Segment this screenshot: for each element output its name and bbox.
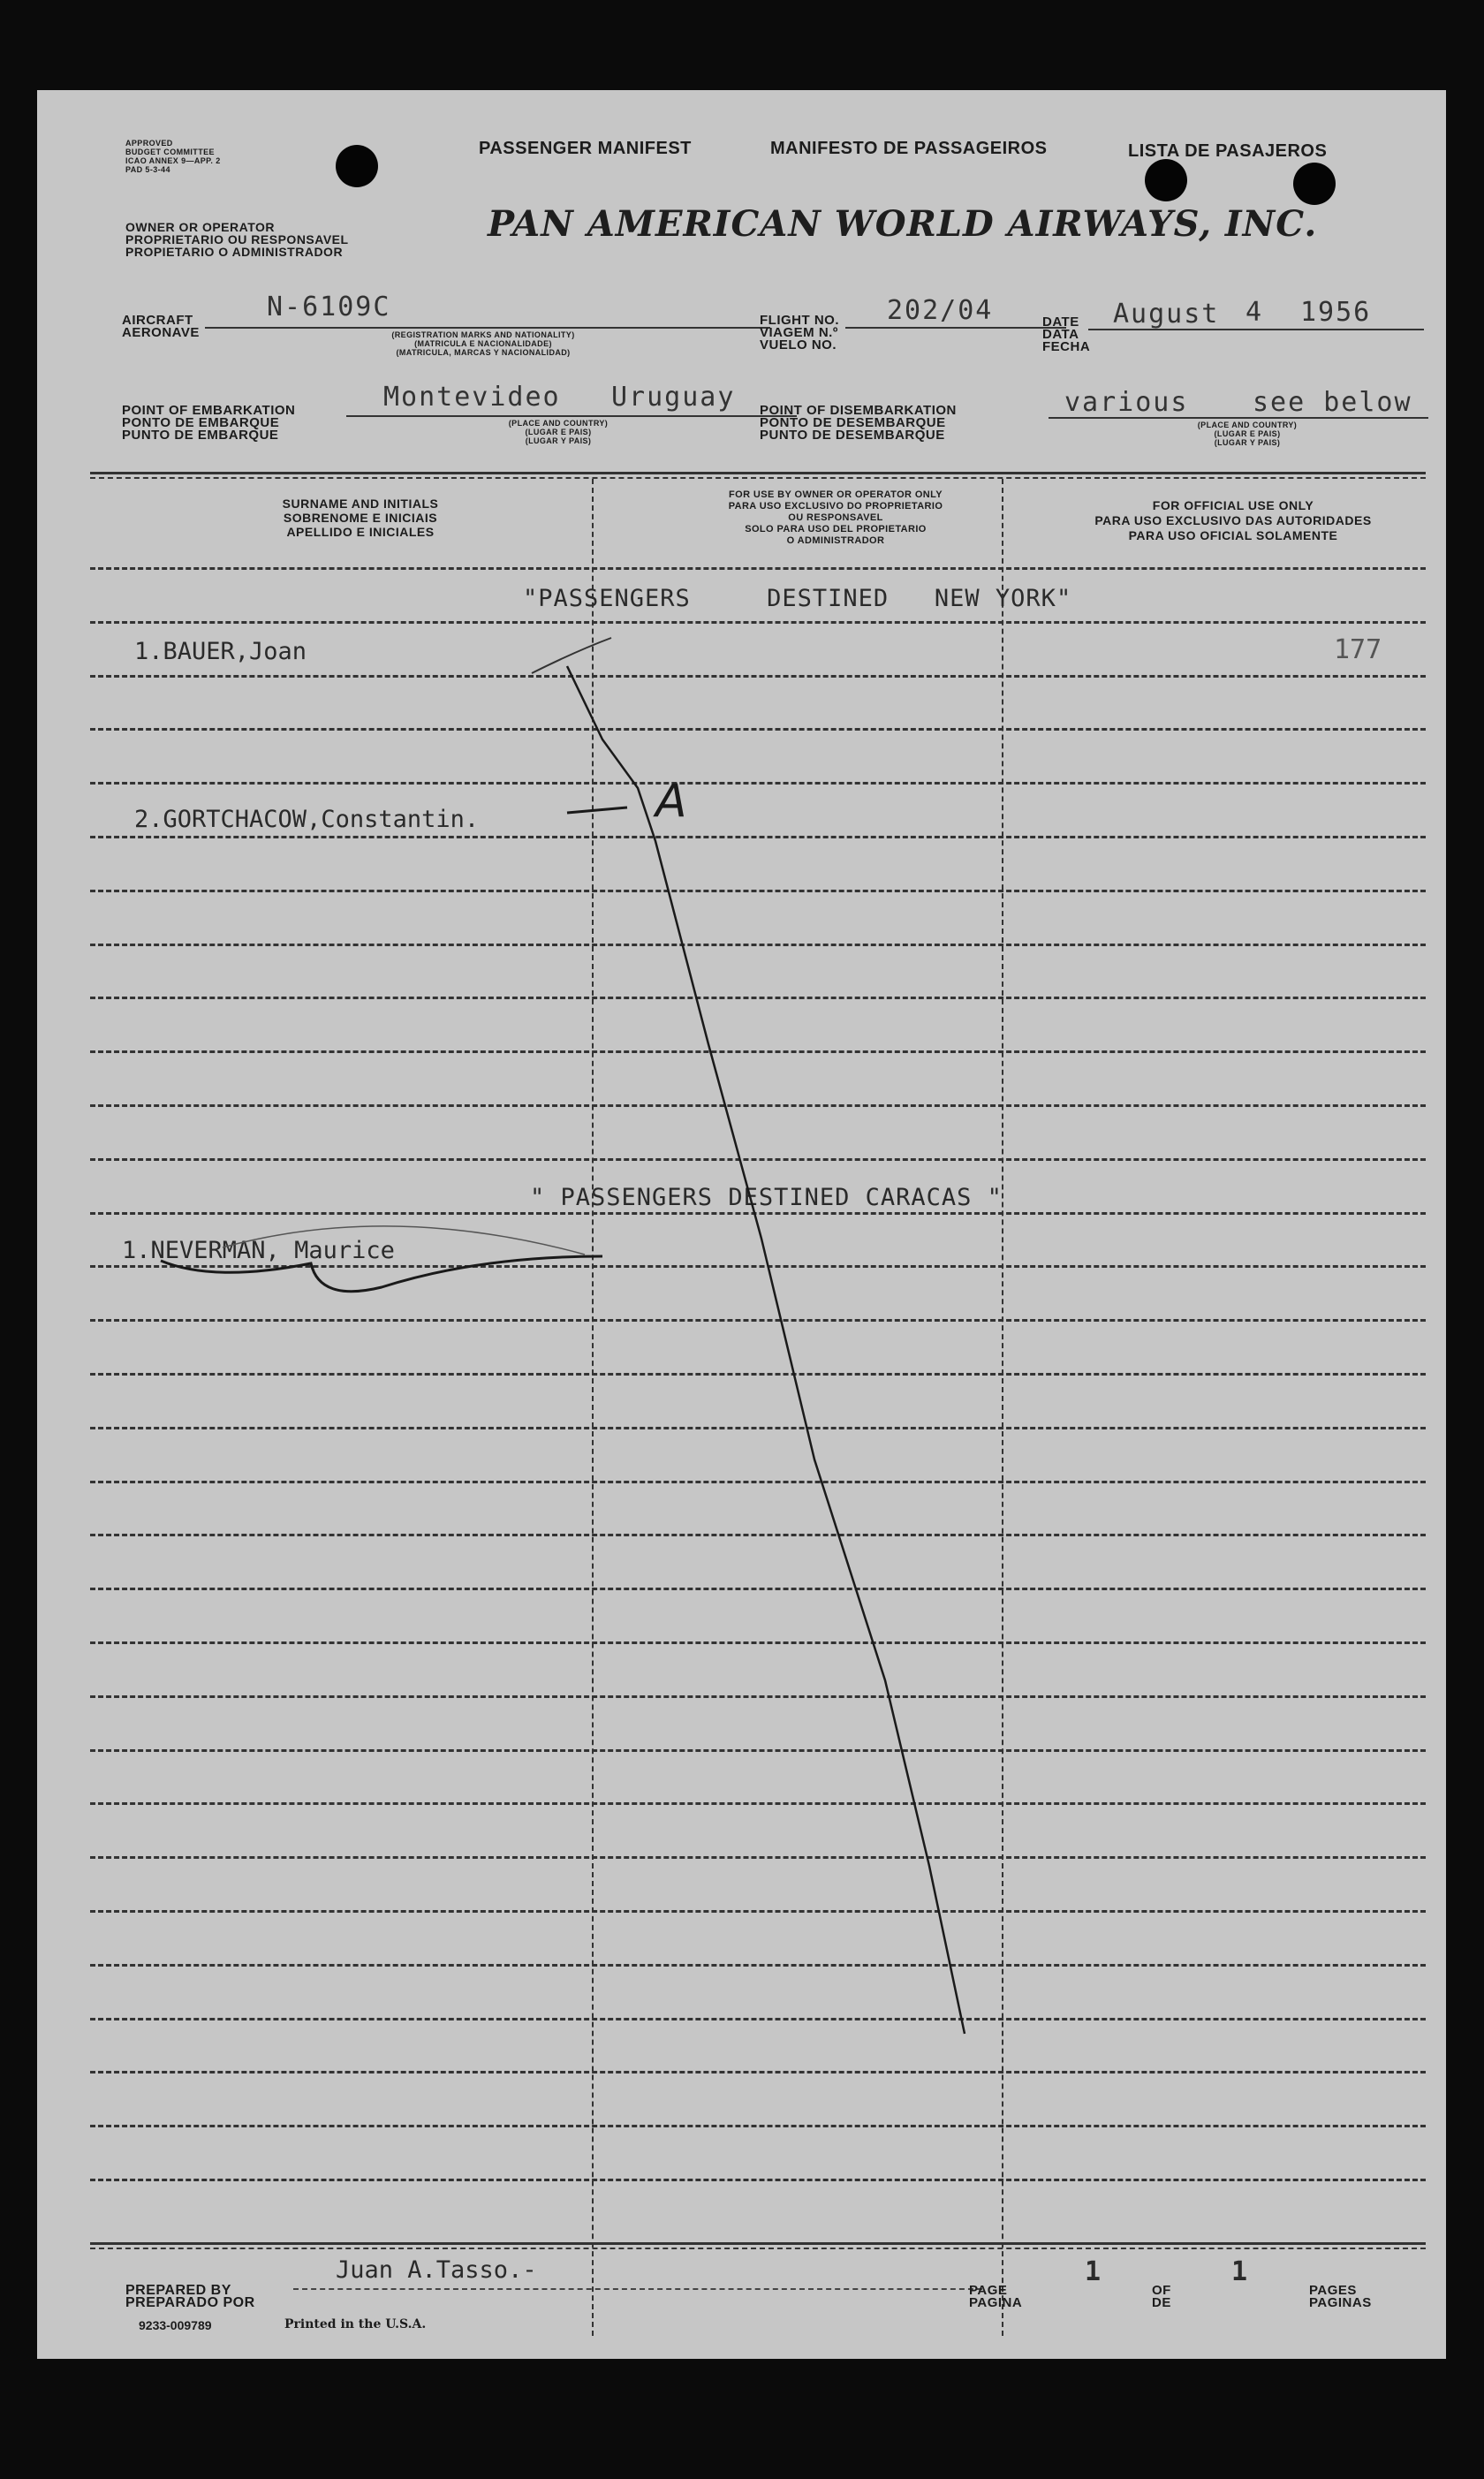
embarkation-city: Montevideo [383, 382, 561, 413]
pages-labels [1309, 2285, 1372, 2309]
manifest-sheet [37, 90, 1446, 2359]
approval-line: APPROVED [125, 139, 173, 148]
disembarkation-note: (LUGAR E PAIS) [1214, 429, 1281, 438]
flight-label-pt: VIAGEM N.º [760, 325, 838, 340]
prepared-by-label-en: PREPARED BY [125, 2283, 231, 2298]
embarkation-note: (LUGAR E PAIS) [525, 428, 592, 436]
aircraft-note: (REGISTRATION MARKS AND NATIONALITY) [391, 330, 575, 339]
prepared-by-label-pt: PREPARADO POR [125, 2295, 255, 2310]
group-heading-caracas: " PASSENGERS DESTINED CARACAS " [530, 1184, 1003, 1211]
printed-in: Printed in the U.S.A. [284, 2317, 427, 2331]
column-header-line: FOR OFFICIAL USE ONLY [1152, 498, 1314, 512]
column-header-line: FOR USE BY OWNER OR OPERATOR ONLY [729, 489, 943, 500]
title-spanish: LISTA DE PASAJEROS [1128, 141, 1328, 161]
pen-stroke-dash [567, 807, 627, 813]
flight-value: 202/04 [887, 295, 994, 326]
owner-label-pt: PROPRIETARIO OU RESPONSAVEL [125, 232, 349, 246]
disembarkation-value-2: see below [1253, 387, 1412, 418]
title-english: PASSENGER MANIFEST [479, 139, 692, 158]
disembarkation-value-1: various [1064, 387, 1189, 418]
page-label-pt: PAGINA [969, 2295, 1023, 2310]
column-header-line: SOBRENOME E INICIAIS [283, 511, 438, 525]
aircraft-label-pt: AERONAVE [122, 325, 200, 340]
pen-stroke-tick [532, 638, 611, 673]
column-header-line: OU RESPONSAVEL [788, 512, 883, 523]
aircraft-label-en: AIRCRAFT [122, 313, 193, 328]
column-header-line: PARA USO EXCLUSIVO DO PROPRIETARIO [728, 501, 943, 512]
owner-label-es: PROPIETARIO O ADMINISTRADOR [125, 245, 344, 259]
passenger-row: 2.GORTCHACOW,Constantin. [134, 806, 480, 833]
disembarkation-label-en: POINT OF DISEMBARKATION [760, 403, 957, 418]
column-header-line: PARA USO OFICIAL SOLAMENTE [1128, 528, 1338, 542]
handwritten-mark: A [655, 775, 687, 828]
date-month: August [1113, 299, 1220, 330]
approval-line: PAD 5-3-44 [125, 165, 170, 174]
date-year: 1956 [1300, 297, 1372, 328]
pen-stroke-diagonal [567, 666, 965, 2034]
official-mark: 177 [1334, 634, 1382, 665]
approval-line: ICAO ANNEX 9—APP. 2 [125, 156, 221, 165]
prepared-by-value: Juan A.Tasso.- [336, 2256, 537, 2284]
date-label-pt: DATA [1042, 327, 1079, 342]
date-label-en: DATE [1042, 315, 1079, 330]
pen-marks [37, 90, 1446, 2359]
prepared-by-labels [125, 2285, 255, 2309]
approval-line: BUDGET COMMITTEE [125, 148, 215, 156]
group-heading-new-york: "PASSENGERS DESTINED NEW YORK" [523, 585, 1072, 612]
disembarkation-label-es: PUNTO DE DESEMBARQUE [760, 428, 945, 443]
page-total: 1 [1231, 2256, 1248, 2287]
embarkation-label-pt: PONTO DE EMBARQUE [122, 415, 280, 430]
date-day: 4 [1246, 297, 1264, 328]
disembarkation-note: (LUGAR Y PAIS) [1214, 438, 1281, 447]
embarkation-label-en: POINT OF EMBARKATION [122, 403, 296, 418]
page-label-en: PAGE [969, 2283, 1008, 2298]
column-header-line: SURNAME AND INITIALS [282, 497, 439, 511]
owner-label-en: OWNER OR OPERATOR [125, 220, 275, 234]
disembarkation-note: (PLACE AND COUNTRY) [1197, 421, 1298, 429]
of-labels [1152, 2285, 1171, 2309]
pen-stroke-underline [161, 1256, 602, 1292]
embarkation-country: Uruguay [611, 382, 736, 413]
flight-label-es: VUELO NO. [760, 337, 837, 353]
pages-label-en: PAGES [1309, 2283, 1357, 2298]
aircraft-value: N-6109C [267, 292, 391, 322]
form-number: 9233-009789 [139, 2318, 212, 2332]
embarkation-label-es: PUNTO DE EMBARQUE [122, 428, 279, 443]
passenger-row: 1.BAUER,Joan [134, 638, 307, 665]
column-header-line: SOLO PARA USO DEL PROPIETARIO [745, 524, 927, 534]
passenger-row: 1.NEVERMAN, Maurice [122, 1237, 395, 1264]
of-label-pt: DE [1152, 2295, 1171, 2310]
pen-stroke-arc [223, 1226, 585, 1255]
footer-rule [90, 2242, 1426, 2245]
column-header-line: O ADMINISTRADOR [786, 535, 885, 546]
prepared-by-underline [293, 2288, 982, 2290]
date-label-es: FECHA [1042, 339, 1091, 354]
airline-name: PAN AMERICAN WORLD AIRWAYS, INC. [488, 203, 1318, 245]
column-header-line: PARA USO EXCLUSIVO DAS AUTORIDADES [1094, 513, 1372, 527]
pages-label-pt: PAGINAS [1309, 2295, 1372, 2310]
of-label-en: OF [1152, 2283, 1171, 2298]
embarkation-note: (LUGAR Y PAIS) [525, 436, 592, 445]
page-labels [969, 2285, 1022, 2309]
embarkation-note: (PLACE AND COUNTRY) [508, 419, 609, 428]
footer-rule-2 [90, 2248, 1426, 2249]
column-header-line: APELLIDO E INICIALES [286, 525, 435, 539]
title-portuguese: MANIFESTO DE PASSAGEIROS [770, 139, 1048, 158]
disembarkation-label-pt: PONTO DE DESEMBARQUE [760, 415, 946, 430]
flight-label-en: FLIGHT NO. [760, 313, 839, 328]
aircraft-note: (MATRICULA, MARCAS Y NACIONALIDAD) [396, 348, 571, 357]
aircraft-note: (MATRICULA E NACIONALIDADE) [414, 339, 552, 348]
page-number: 1 [1085, 2256, 1102, 2287]
